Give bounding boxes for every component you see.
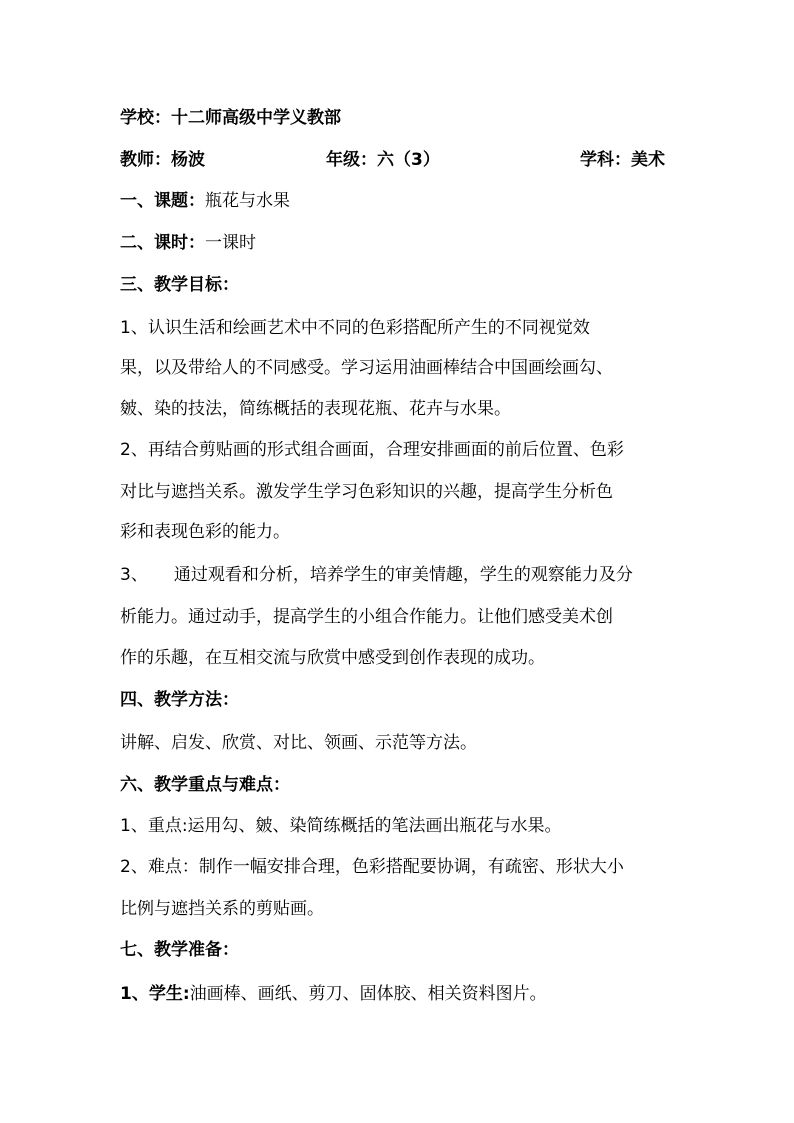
difficulty-line2: 比例与遮挡关系的剪贴画。 <box>120 899 324 919</box>
goal1-line2: 果，以及带给人的不同感受。学习运用油画棒结合中国画绘画勾、 <box>120 358 613 378</box>
info-row <box>120 148 680 172</box>
goal2-line2: 对比与遮挡关系。激发学生学习色彩知识的兴趣，提高学生分析色 <box>120 482 613 502</box>
goal2-line1: 2、再结合剪贴画的形式组合画面，合理安排画面的前后位置、色彩 <box>120 440 624 460</box>
goal3-line1 <box>120 563 680 587</box>
key-point: 1、重点:运用勾、皴、染简练概括的笔法画出瓶花与水果。 <box>120 816 562 836</box>
subject-field: 学科：美术 <box>580 150 665 170</box>
prep-heading: 七、教学准备： <box>120 940 239 960</box>
period-line <box>120 231 680 255</box>
goal3-text: 通过观看和分析，培养学生的审美情趣，学生的观察能力及分 <box>173 565 633 585</box>
topic-value: 瓶花与水果 <box>205 191 290 211</box>
prep-student-value: 油画棒、画纸、剪刀、固体胶、相关资料图片。 <box>189 984 547 1004</box>
period-label: 二、课时： <box>120 233 205 253</box>
goal3-line3: 作的乐趣，在互相交流与欣赏中感受到创作表现的成功。 <box>120 648 545 668</box>
teacher-field: 教师：杨波 <box>120 150 205 170</box>
goal3-number: 3、 <box>120 565 148 585</box>
key-heading: 六、教学重点与难点： <box>120 775 290 795</box>
goal2-line3: 彩和表现色彩的能力。 <box>120 522 290 542</box>
topic-label: 一、课题： <box>120 191 205 211</box>
grade-field: 年级：六（3） <box>326 150 440 170</box>
goal3-line2: 析能力。通过动手，提高学生的小组合作能力。让他们感受美术创 <box>120 607 613 627</box>
goal1-line3: 皴、染的技法，简练概括的表现花瓶、花卉与水果。 <box>120 399 511 419</box>
topic-line <box>120 189 680 213</box>
goals-heading: 三、教学目标： <box>120 275 239 295</box>
goal1-line1: 1、认识生活和绘画艺术中不同的色彩搭配所产生的不同视觉效 <box>120 318 590 338</box>
school-line: 学校：十二师高级中学义教部 <box>120 108 341 128</box>
prep-student-line <box>120 982 680 1006</box>
methods-heading: 四、教学方法： <box>120 690 239 710</box>
period-value: 一课时 <box>205 233 256 253</box>
prep-student-label: 1、学生: <box>120 984 190 1004</box>
methods-text: 讲解、启发、欣赏、对比、领画、示范等方法。 <box>120 733 477 753</box>
difficulty-line1: 2、难点：制作一幅安排合理，色彩搭配要协调，有疏密、形状大小 <box>120 857 624 877</box>
